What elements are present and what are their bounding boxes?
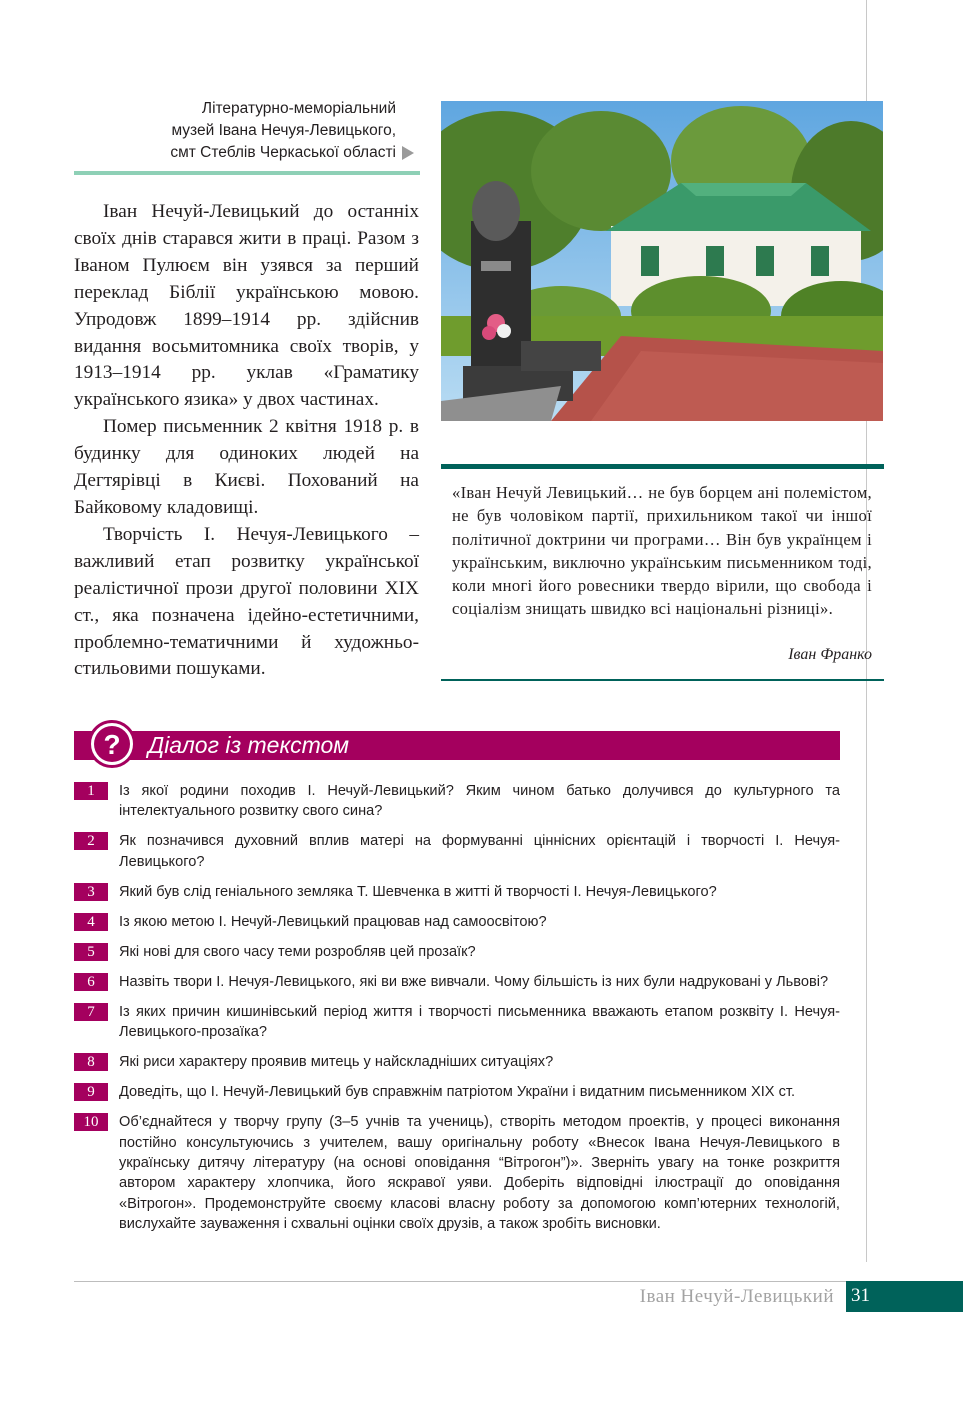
question-item xyxy=(74,781,840,822)
question-text: Із якої родини походив І. Нечуй-Левицький? Яким чином батько долучився до культурного та інтелектуального розвитку свого сина? xyxy=(119,783,840,820)
question-item xyxy=(74,912,840,932)
question-text: Із якою метою І. Нечуй-Левицький працював над самоосвітою? xyxy=(119,913,547,930)
footer-rule xyxy=(74,1281,846,1282)
question-list xyxy=(74,781,840,1244)
question-number: 9 xyxy=(74,1083,108,1101)
question-mark-glyph: ? xyxy=(94,726,130,762)
question-number: 5 xyxy=(74,943,108,961)
question-item xyxy=(74,1112,840,1234)
caption-divider xyxy=(74,171,420,175)
question-text: Із яких причин кишинівський період життя і творчості письменника вважають етапом розквіту І. Нечуя-Левицького-прозаїка? xyxy=(119,1003,840,1041)
main-text xyxy=(74,199,419,683)
page-number: 31 xyxy=(851,1285,870,1306)
question-mark-icon xyxy=(88,720,136,768)
question-item xyxy=(74,1052,840,1072)
question-item xyxy=(74,1082,840,1102)
question-text: Які риси характеру проявив митець у найскладніших ситуаціях? xyxy=(119,1054,554,1071)
question-number: 3 xyxy=(74,883,108,901)
question-text: Який був слід геніального земляка Т. Шевченка в житті й творчості І. Нечуя-Левицького? xyxy=(119,883,717,900)
question-text: Як позначився духовний вплив матері на формуванні ціннісних орієнтацій і творчості І. Нечуя-Левицького? xyxy=(119,833,840,870)
franko-quote: «Іван Нечуй Левицький… не був борцем ані полемістом, не був чоловіком партії, прихильником такої чи іншої політичної доктрини чи програми… Він був українцем і українським, виключно українським письменником тоді, коли многі його ровесники твердо вірили, що свобода і соціалізм знищать швидко всі національні різниці». xyxy=(452,483,872,619)
photo-caption xyxy=(120,98,396,164)
photo-caption-line: смт Стеблів Черкаської області xyxy=(170,144,396,161)
question-number: 10 xyxy=(74,1113,108,1131)
question-text: Які нові для свого часу теми розробляв цей прозаїк? xyxy=(119,943,476,960)
quote-author: Іван Франко xyxy=(788,646,872,663)
photo-caption-line: Літературно-меморіальний xyxy=(201,100,396,117)
caption-pointer-icon xyxy=(402,146,414,160)
question-item xyxy=(74,972,840,992)
quote-bottom-rule xyxy=(441,679,884,681)
question-number: 7 xyxy=(74,1003,108,1021)
question-number: 8 xyxy=(74,1053,108,1071)
paragraph: Творчість І. Нечуя-Левицького – важливий етап розвитку української реалістичної прози другої половини XIX ст., яка позначена ідейно-естетичними, проблемно-тематичними й художньо-стильовими пошуками. xyxy=(74,523,419,680)
paragraph: Помер письменник 2 квітня 1918 р. в будинку для одиноких людей на Дегтярівці в Києві. Похований на Байковому кладовищі. xyxy=(74,416,419,518)
question-item xyxy=(74,882,840,902)
question-number: 2 xyxy=(74,832,108,850)
question-number: 4 xyxy=(74,913,108,931)
running-title: Іван Нечуй-Левицький xyxy=(639,1286,834,1307)
question-item xyxy=(74,942,840,962)
question-text: Об’єднайтеся у творчу групу (3–5 учнів та учениць), створіть методом проектів, у процесі виконання постійно консультуючись з учителем, вашу оригінальну роботу «Внесок Івана Нечуя-Левицького в українську дитячу літературу (на основі оповідання “Вітрогон”)». Зверніть увагу на тонке розкриття автором характеру хлопчика, його яскравої уяви. Доберіть відповідні ілюстрації до оповідання «Вітрогон». Продемонструйте своєму класові власну роботу за допомогою комп’ютерних технологій, вислухайте зауваження і схвальні оцінки своїх друзів, а також зробіть висновки. xyxy=(119,1114,840,1233)
question-item xyxy=(74,1002,840,1043)
question-item xyxy=(74,831,840,872)
dialog-title: Діалог із текстом xyxy=(148,732,350,758)
quote-top-rule xyxy=(441,464,884,469)
museum-photo xyxy=(441,101,883,421)
question-number: 6 xyxy=(74,973,108,991)
question-text: Назвіть твори І. Нечуя-Левицького, які ви вже вивчали. Чому більшість із них були надруковані у Львові? xyxy=(119,973,829,990)
question-number: 1 xyxy=(74,782,108,800)
paragraph: Іван Нечуй-Левицький до останніх своїх днів старався жити в праці. Разом з Іваном Пулюєм він узявся за перший переклад Біблії українською мовою. Упродовж 1899–1914 рр. здійснив видання восьмитомника своїх творів, у 1913–1914 рр. уклав «Граматику українського язика» у двох частинах. xyxy=(74,201,419,411)
question-text: Доведіть, що І. Нечуй-Левицький був справжнім патріотом України і видатним письменником XIX ст. xyxy=(119,1084,796,1101)
photo-caption-line: музей Івана Нечуя-Левицького, xyxy=(171,122,396,139)
museum-photo-illustration xyxy=(441,101,883,421)
